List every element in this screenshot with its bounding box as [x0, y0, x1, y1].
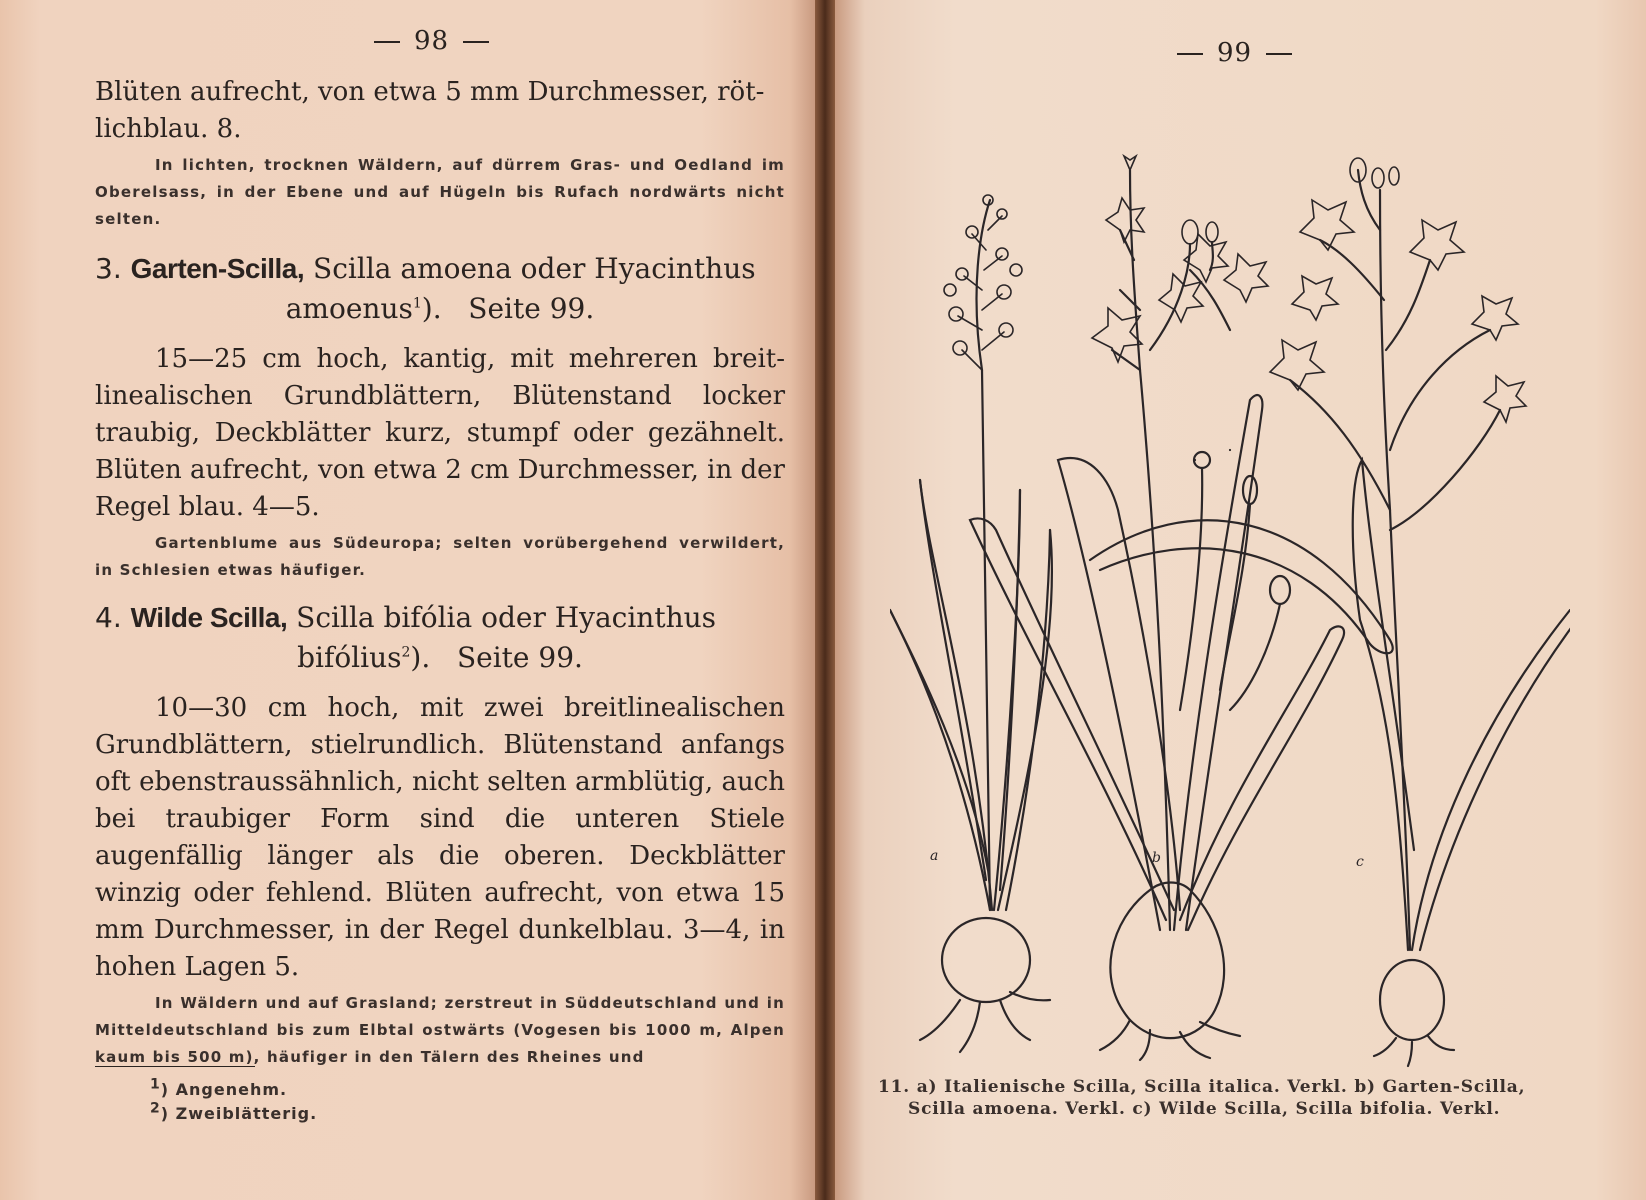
plant-c — [1270, 158, 1570, 1066]
footnote-text: ) Angenehm. — [160, 1080, 288, 1099]
entry-latin-name: Scilla amoena oder Hyacinthus — [313, 252, 756, 285]
plant-label-b: b — [1152, 850, 1161, 866]
entry-4-description: 10—30 cm hoch, mit zwei breitlinealischen Grundblättern, stielrundlich. Blütenstand anfangs oft ebenstraussähnlich, nicht selten armblütig, auch bei traubiger Form sind die unteren Stiele augenfällig länger als die oberen. Deckblätter winzig oder fehlend. Blüten aufrecht, von etwa 15 mm Durchmesser, in der Regel dunkelblau. 3—4, in hohen Lagen 5. — [95, 693, 785, 982]
entry-latin-name: Scilla bifólia oder Hyacinthus — [296, 601, 717, 634]
footnote-2 — [150, 1102, 317, 1126]
latin-end: ). — [421, 292, 442, 325]
entry-4-heading — [95, 598, 785, 638]
footnotes — [150, 1078, 317, 1126]
entry-4-heading-line2 — [95, 638, 785, 678]
page-number-text: 99 — [1217, 38, 1253, 68]
footnote-rule — [95, 1066, 255, 1067]
page-number-left — [360, 26, 503, 56]
entry-3-heading — [95, 249, 785, 289]
book-gutter — [815, 0, 835, 1200]
dash — [374, 41, 400, 43]
footnote-1 — [150, 1078, 317, 1102]
entry-common-name: Wilde Scilla, — [130, 602, 288, 633]
footnote-mark: 1 — [412, 295, 422, 312]
dash — [463, 41, 489, 43]
latin-end: ). — [410, 641, 431, 674]
entry-number: 3. — [95, 252, 122, 285]
page-number-text: 98 — [414, 26, 450, 56]
dash — [1177, 53, 1203, 55]
habitat-previous-entry: In lichten, trocknen Wäldern, auf dürrem Gras- und Oedland im Oberelsass, in der Ebene und auf Hügeln bis Rufach nordwärts nicht selten. — [95, 156, 785, 228]
entry-latin-name-2: bifólius — [297, 641, 402, 674]
entry-3 — [95, 249, 785, 584]
figure-caption — [878, 1076, 1568, 1120]
footnote-mark: 2 — [401, 644, 411, 661]
plant-a — [890, 195, 1052, 1052]
scilla-illustration — [890, 150, 1570, 1070]
intro-line-1: Blüten aufrecht, von etwa 5 mm Durchmesser, röt- — [95, 77, 765, 107]
footnote-mark: 1 — [150, 1076, 161, 1093]
caption-line-1: 11. a) Italienische Scilla, Scilla italica. Verkl. b) Garten-Scilla, — [878, 1077, 1526, 1097]
entry-common-name: Garten-Scilla, — [130, 253, 305, 284]
entry-latin-name-2: amoenus — [285, 292, 413, 325]
entry-number: 4. — [95, 601, 122, 634]
see-page-ref: Seite 99. — [456, 641, 583, 674]
plant-b — [970, 156, 1393, 1060]
footnote-mark: 2 — [150, 1100, 161, 1117]
entry-4-habitat: In Wäldern und auf Grasland; zerstreut in Süddeutschland und in Mitteldeutschland bis zum Elbtal ostwärts (Vogesen bis 1000 m, Alpen kaum bis 500 m), häufiger in den Tälern des Rheines und — [95, 994, 785, 1066]
page-number-right — [1163, 38, 1306, 68]
left-page — [0, 0, 815, 1200]
entry-4 — [95, 598, 785, 1071]
entry-3-heading-line2 — [95, 289, 785, 329]
intro-line-2: lichblau. 8. — [95, 114, 242, 144]
entry-3-habitat: Gartenblume aus Südeuropa; selten vorübergehend verwildert, in Schlesien etwas häufiger. — [95, 534, 785, 579]
see-page-ref: Seite 99. — [468, 292, 595, 325]
left-text-column — [95, 74, 785, 1071]
caption-line-2: Scilla amoena. Verkl. c) Wilde Scilla, Scilla bifolia. Verkl. — [908, 1099, 1501, 1119]
footnote-text: ) Zweiblätterig. — [160, 1104, 318, 1123]
plant-label-a: a — [930, 848, 939, 864]
entry-3-description: 15—25 cm hoch, kantig, mit mehreren breit-linealischen Grundblättern, Blütenstand locker traubig, Deckblätter kurz, stumpf oder gezähnelt. Blüten aufrecht, von etwa 2 cm Durchmesser, in der Regel blau. 4—5. — [95, 344, 785, 522]
dash — [1266, 53, 1292, 55]
plant-label-c: c — [1356, 854, 1364, 870]
